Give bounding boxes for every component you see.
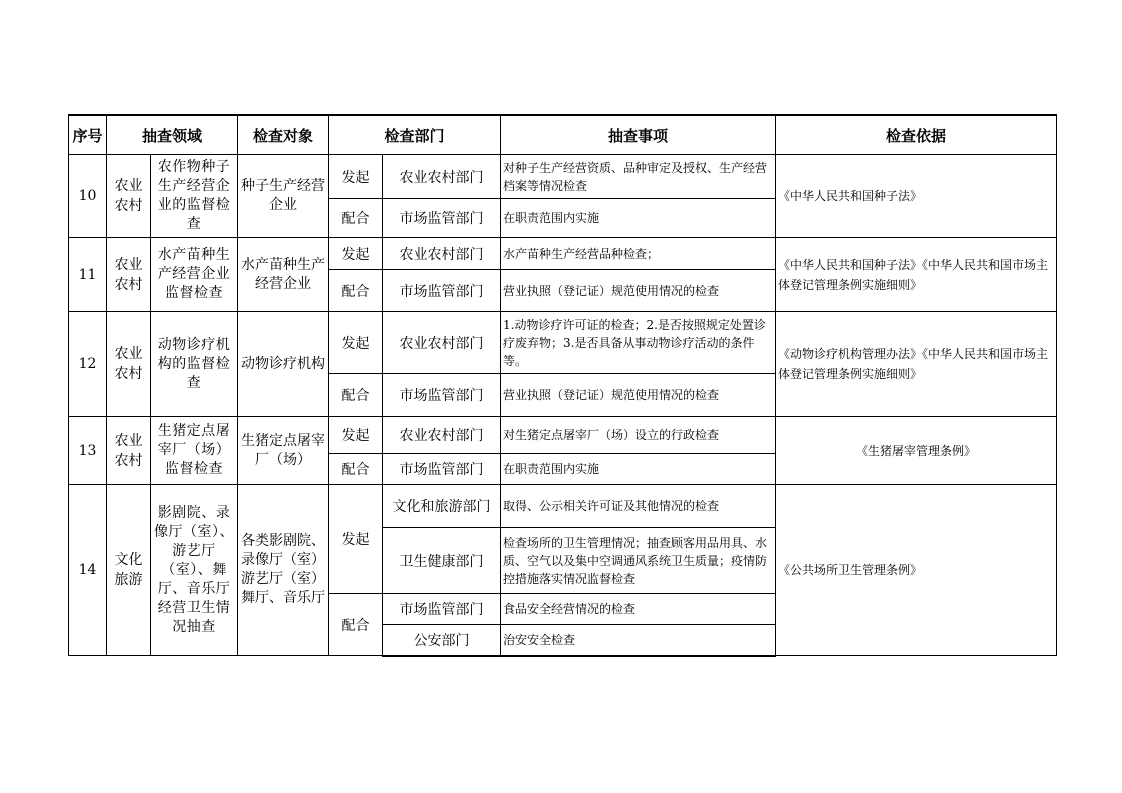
row-number: 14 xyxy=(69,485,107,656)
dept-name: 市场监管部门 xyxy=(383,270,501,312)
inspection-item: 对生猪定点屠宰厂（场）设立的行政检查 xyxy=(501,417,776,454)
inspection-basis: 《生猪屠宰管理条例》 xyxy=(776,417,1057,485)
header-seq: 序号 xyxy=(69,115,107,155)
dept-name: 农业农村部门 xyxy=(383,312,501,374)
table-row xyxy=(69,417,1057,454)
inspection-item: 检查场所的卫生管理情况；抽查顾客用品用具、水质、空气以及集中空调通风系统卫生质量；疫情防控措施落实情况监督检查 xyxy=(501,528,776,594)
row-target: 各类影剧院、录像厅（室）游艺厅（室）舞厅、音乐厅 xyxy=(238,485,329,656)
row-number: 13 xyxy=(69,417,107,485)
inspection-item: 食品安全经营情况的检查 xyxy=(501,594,776,625)
inspection-item: 取得、公示相关许可证及其他情况的检查 xyxy=(501,485,776,528)
row-target: 种子生产经营企业 xyxy=(238,155,329,238)
table-row xyxy=(69,485,1057,528)
inspection-item: 营业执照（登记证）规范使用情况的检查 xyxy=(501,374,776,417)
role-assist: 配合 xyxy=(329,454,383,485)
dept-name: 卫生健康部门 xyxy=(383,528,501,594)
row-target: 动物诊疗机构 xyxy=(238,312,329,417)
role-initiate: 发起 xyxy=(329,485,383,594)
inspection-item: 1.动物诊疗许可证的检查；2.是否按照规定处置诊疗废弃物；3.是否具备从事动物诊疗活动的条件等。 xyxy=(501,312,776,374)
dept-name: 市场监管部门 xyxy=(383,374,501,417)
dept-name: 农业农村部门 xyxy=(383,417,501,454)
inspection-item: 在职责范围内实施 xyxy=(501,199,776,238)
role-assist: 配合 xyxy=(329,594,383,656)
header-target: 检查对象 xyxy=(238,115,329,155)
role-assist: 配合 xyxy=(329,270,383,312)
dept-name: 公安部门 xyxy=(383,625,501,656)
dept-name: 市场监管部门 xyxy=(383,454,501,485)
table-row xyxy=(69,312,1057,374)
row-area: 生猪定点屠宰厂（场）监督检查 xyxy=(151,417,238,485)
inspection-basis: 《中华人民共和国种子法》《中华人民共和国市场主体登记管理条例实施细则》 xyxy=(776,238,1057,312)
table-header-row xyxy=(69,115,1057,155)
row-area: 影剧院、录像厅（室）、游艺厅（室）、舞厅、音乐厅经营卫生情况抽查 xyxy=(151,485,238,656)
row-category: 农业农村 xyxy=(107,155,151,238)
row-category: 农业农村 xyxy=(107,238,151,312)
inspection-basis: 《公共场所卫生管理条例》 xyxy=(776,485,1057,656)
dept-name: 农业农村部门 xyxy=(383,155,501,199)
inspection-item: 水产苗种生产经营品种检查； xyxy=(501,238,776,270)
row-number: 12 xyxy=(69,312,107,417)
row-target: 生猪定点屠宰厂（场） xyxy=(238,417,329,485)
inspection-item: 在职责范围内实施 xyxy=(501,454,776,485)
header-basis: 检查依据 xyxy=(776,115,1057,155)
header-dept: 检查部门 xyxy=(329,115,501,155)
header-item: 抽查事项 xyxy=(501,115,776,155)
inspection-basis: 《中华人民共和国种子法》 xyxy=(776,155,1057,238)
role-initiate: 发起 xyxy=(329,155,383,199)
role-assist: 配合 xyxy=(329,374,383,417)
row-number: 11 xyxy=(69,238,107,312)
table-row xyxy=(69,155,1057,199)
row-area: 水产苗种生产经营企业监督检查 xyxy=(151,238,238,312)
inspection-item: 对种子生产经营资质、品种审定及授权、生产经营档案等情况检查 xyxy=(501,155,776,199)
row-category: 文化旅游 xyxy=(107,485,151,656)
role-assist: 配合 xyxy=(329,199,383,238)
row-area: 农作物种子生产经营企业的监督检查 xyxy=(151,155,238,238)
header-area: 抽查领域 xyxy=(107,115,238,155)
role-initiate: 发起 xyxy=(329,238,383,270)
row-category: 农业农村 xyxy=(107,417,151,485)
dept-name: 文化和旅游部门 xyxy=(383,485,501,528)
inspection-table xyxy=(68,114,1057,657)
row-area: 动物诊疗机构的监督检查 xyxy=(151,312,238,417)
role-initiate: 发起 xyxy=(329,417,383,454)
inspection-basis: 《动物诊疗机构管理办法》《中华人民共和国市场主体登记管理条例实施细则》 xyxy=(776,312,1057,417)
table-row xyxy=(69,238,1057,270)
dept-name: 农业农村部门 xyxy=(383,238,501,270)
dept-name: 市场监管部门 xyxy=(383,594,501,625)
dept-name: 市场监管部门 xyxy=(383,199,501,238)
row-target: 水产苗种生产经营企业 xyxy=(238,238,329,312)
inspection-item: 营业执照（登记证）规范使用情况的检查 xyxy=(501,270,776,312)
row-category: 农业农村 xyxy=(107,312,151,417)
row-number: 10 xyxy=(69,155,107,238)
role-initiate: 发起 xyxy=(329,312,383,374)
inspection-item: 治安安全检查 xyxy=(501,625,776,656)
